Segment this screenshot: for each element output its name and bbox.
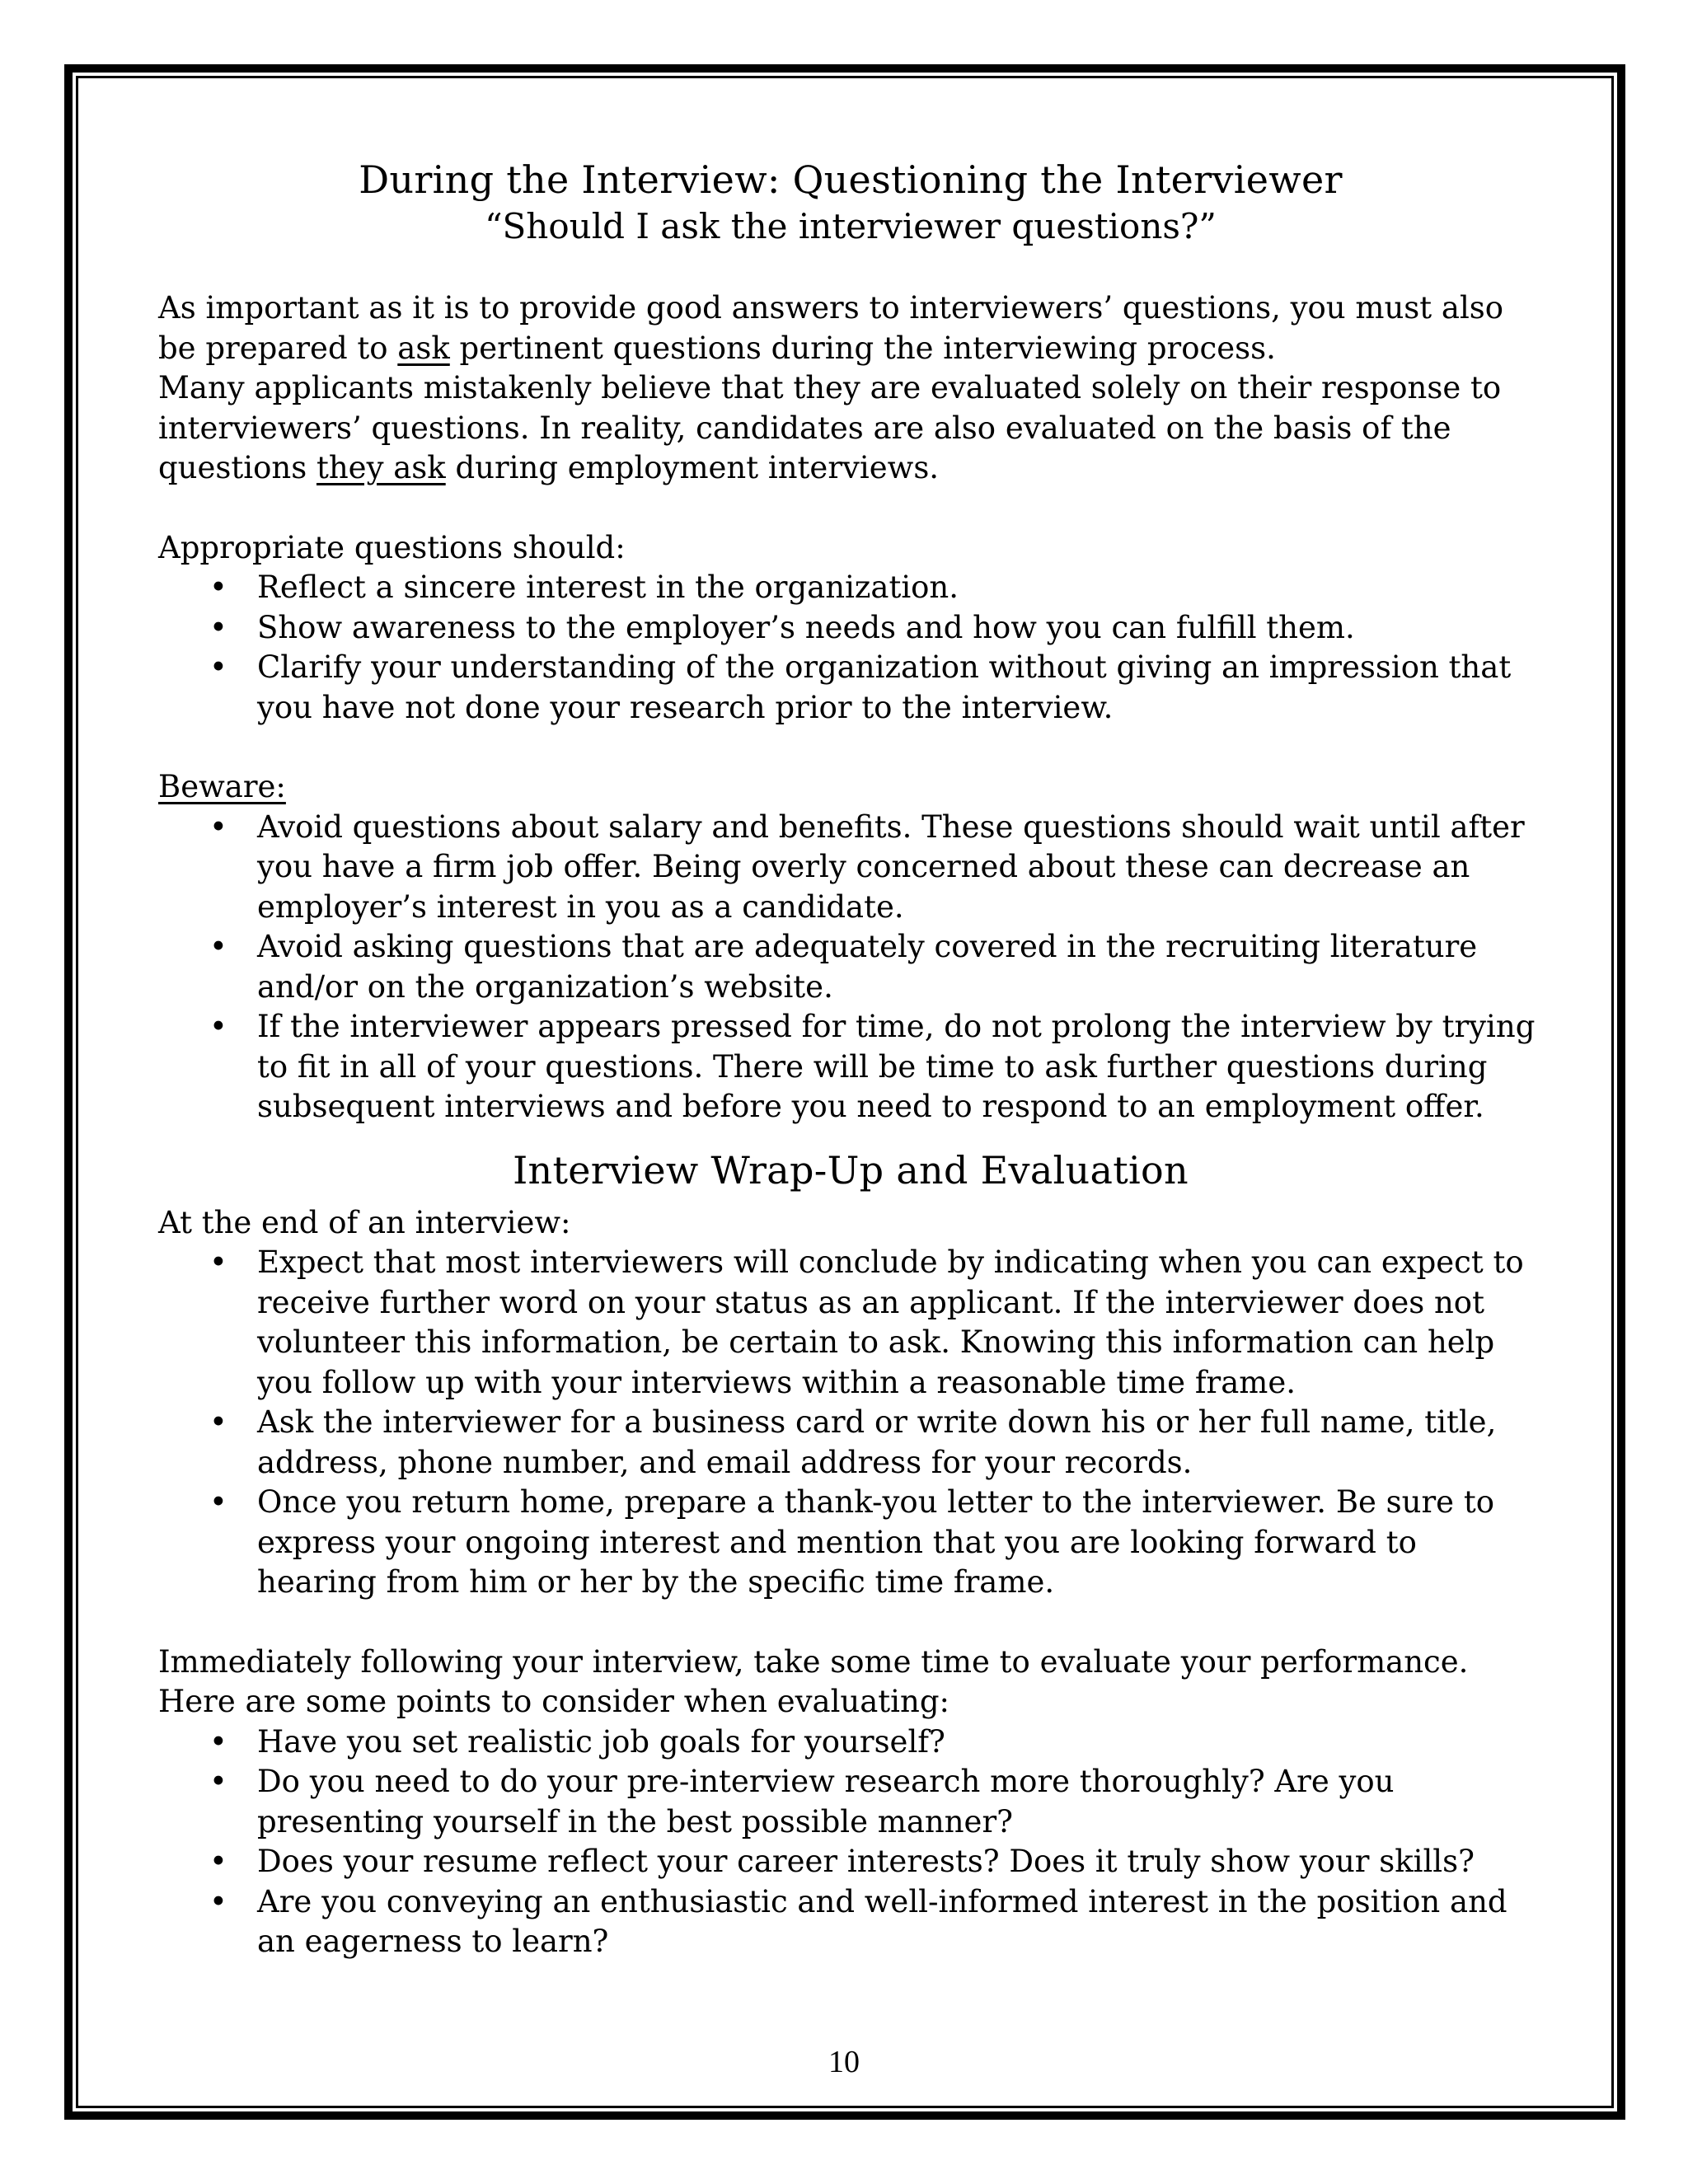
beware-list xyxy=(158,808,1543,1127)
list-item: • If the interviewer appears pressed for time, do not prolong the interview by trying to fit in all of your questions. There will be time to ask further questions during subsequent interviews and before you need to respond to an employment offer. xyxy=(209,1009,1536,1124)
page-content xyxy=(158,157,1543,1962)
wrapup-label: At the end of an interview: xyxy=(158,1204,571,1240)
list-item: • Ask the interviewer for a business card or write down his or her full name, title, address, phone number, and email address for your records. xyxy=(209,1404,1497,1480)
bullet-icon: • xyxy=(209,1883,227,1919)
bullet-icon: • xyxy=(209,569,227,605)
appropriate-label: Appropriate questions should: xyxy=(158,529,626,565)
bullet-icon: • xyxy=(209,1009,227,1044)
bullet-icon: • xyxy=(209,1844,227,1879)
list-item: • Are you conveying an enthusiastic and well-informed interest in the position and an eagerness to learn? xyxy=(209,1883,1507,1959)
underlined-ask: ask xyxy=(397,330,450,366)
evaluation-paragraph-2: Here are some points to consider when evaluating: xyxy=(158,1684,950,1719)
wrapup-list xyxy=(158,1243,1543,1603)
list-item: • Avoid questions about salary and benefits. These questions should wait until after you have a firm job offer. Being overly concerned about these can decrease an employer’s interest in you as a candidate. xyxy=(209,808,1525,925)
bullet-icon: • xyxy=(209,929,227,964)
bullet-icon: • xyxy=(209,1244,227,1280)
page-subtitle: “Should I ask the interviewer questions?” xyxy=(485,206,1217,246)
list-item: • Avoid asking questions that are adequately covered in the recruiting literature and/or on the organization’s website. xyxy=(209,929,1478,1005)
bullet-icon: • xyxy=(209,649,227,685)
bullet-icon: • xyxy=(209,1404,227,1440)
bullet-icon: • xyxy=(209,1764,227,1799)
evaluation-paragraph-1: Immediately following your interview, take some time to evaluate your performance. xyxy=(158,1643,1469,1680)
list-item: • Do you need to do your pre-interview research more thoroughly? Are you presenting yourself in the best possible manner? xyxy=(209,1764,1395,1840)
list-item: • Have you set realistic job goals for yourself? xyxy=(158,1722,1543,1763)
list-item: • Clarify your understanding of the organization without giving an impression that you have not done your research prior to the interview. xyxy=(209,649,1512,725)
list-item: • Does your resume reflect your career interests? Does it truly show your skills? xyxy=(158,1842,1543,1882)
underlined-they-ask: they ask xyxy=(316,450,446,485)
bullet-icon: • xyxy=(209,808,227,845)
list-item: • Reflect a sincere interest in the organization. xyxy=(158,568,1543,608)
appropriate-list xyxy=(158,568,1543,728)
section-title-wrapup: Interview Wrap-Up and Evaluation xyxy=(513,1147,1189,1193)
page-number: 10 xyxy=(828,2045,860,2079)
list-item: • Show awareness to the employer’s needs and how you can fulfill them. xyxy=(158,608,1543,649)
page-title: During the Interview: Questioning the Interviewer xyxy=(359,157,1343,202)
bullet-icon: • xyxy=(209,1723,227,1760)
beware-label: Beware: xyxy=(158,769,286,804)
list-item: • Expect that most interviewers will conclude by indicating when you can expect to receive further word on your status as an applicant. If the interviewer does not volunteer this information, be certain to ask. Knowing this information can help you follow up with your interviews within a reasonable time frame. xyxy=(209,1244,1524,1400)
evaluation-list xyxy=(158,1722,1543,1962)
intro-paragraph-2: Many applicants mistakenly believe that they are evaluated solely on their response to interviewers’ questions. In reality, candidates are also evaluated on the basis of the questions they ask during employment interviews. xyxy=(158,370,1502,485)
list-item: • Once you return home, prepare a thank-you letter to the interviewer. Be sure to express your ongoing interest and mention that you are looking forward to hearing from him or her by the specific time frame. xyxy=(209,1484,1494,1600)
bullet-icon: • xyxy=(209,1484,227,1520)
bullet-icon: • xyxy=(209,609,227,645)
intro-paragraph-1: As important as it is to provide good answers to interviewers’ questions, you must also be prepared to ask pertinent questions during the interviewing process. xyxy=(158,290,1504,366)
